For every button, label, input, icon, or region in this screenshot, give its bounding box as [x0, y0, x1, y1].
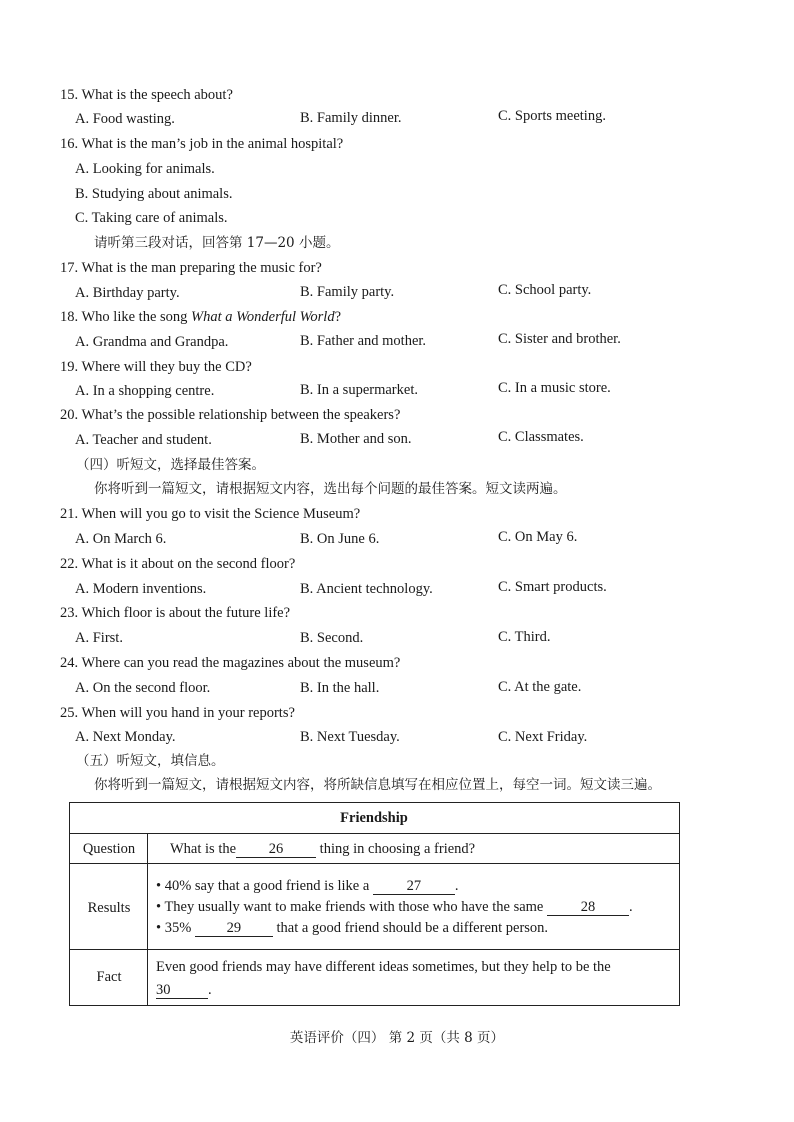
question-21-stem: 21. When will you go to visit the Science Museum?	[60, 506, 361, 522]
question-24-option-b: B. In the hall.	[300, 680, 380, 696]
results-line-3-pre: • 35%	[156, 920, 192, 936]
question-22-option-a: A. Modern inventions.	[75, 581, 207, 597]
blank-27[interactable]: 27	[373, 878, 455, 895]
question-15-option-c: C. Sports meeting.	[498, 108, 606, 124]
question-row-label: Question	[82, 841, 136, 857]
blank-30[interactable]: 30	[156, 982, 208, 999]
results-line-2-post: .	[628, 899, 633, 915]
question-23-option-a: A. First.	[75, 630, 123, 646]
question-15-stem: 15. What is the speech about?	[60, 87, 233, 103]
question-row-post: thing in choosing a friend?	[319, 841, 476, 857]
question-22-stem: 22. What is it about on the second floor?	[60, 556, 296, 572]
question-23-option-c: C. Third.	[498, 629, 551, 645]
question-24-stem: 24. Where can you read the magazines about the museum?	[60, 655, 401, 671]
question-16-option-b: B. Studying about animals.	[75, 186, 233, 202]
fact-line-2-post: .	[208, 982, 212, 998]
question-20-option-b: B. Mother and son.	[300, 431, 412, 447]
results-line-1-pre: • 40% say that a good friend is like a	[156, 878, 370, 894]
question-19-stem: 19. Where will they buy the CD?	[60, 359, 252, 375]
question-19-option-c: C. In a music store.	[498, 380, 611, 396]
question-16-stem: 16. What is the man’s job in the animal hospital?	[60, 136, 344, 152]
question-15-option-a: A. Food wasting.	[75, 111, 175, 127]
question-18-option-b: B. Father and mother.	[300, 333, 427, 349]
question-21-option-c: C. On May 6.	[498, 529, 578, 545]
friendship-table	[69, 802, 680, 1006]
question-17-option-c: C. School party.	[498, 282, 592, 298]
question-25-option-c: C. Next Friday.	[498, 729, 588, 745]
fact-line-2	[156, 981, 212, 999]
dialog3-instruction: 请听第三段对话，回答第 17—20 小题。	[94, 235, 340, 251]
question-row-pre: What is the	[170, 841, 237, 857]
table-rule	[70, 863, 679, 864]
page-footer: 英语评价（四） 第 2 页（共 8 页）	[289, 1030, 505, 1046]
question-21-option-b: B. On June 6.	[300, 531, 380, 547]
question-22-option-c: C. Smart products.	[498, 579, 607, 595]
table-rule	[70, 833, 679, 834]
question-19-option-a: A. In a shopping centre.	[75, 383, 215, 399]
section-4-instruction: 你将听到一篇短文，请根据短文内容，选出每个问题的最佳答案。短文读两遍。	[94, 481, 567, 497]
question-17-option-b: B. Family party.	[300, 284, 395, 300]
question-17-stem: 17. What is the man preparing the music for?	[60, 260, 322, 276]
question-18-stem-pre: 18. Who like the song	[60, 309, 192, 325]
question-24-option-a: A. On the second floor.	[75, 680, 211, 696]
question-20-option-c: C. Classmates.	[498, 429, 584, 445]
question-18-stem	[60, 308, 341, 326]
question-19-option-b: B. In a supermarket.	[300, 382, 418, 398]
song-title: What a Wonderful World	[191, 309, 335, 325]
question-24-option-c: C. At the gate.	[498, 679, 582, 695]
fact-row-label: Fact	[96, 969, 122, 985]
table-title: Friendship	[340, 810, 408, 826]
results-line-1-post: .	[454, 878, 459, 894]
question-17-option-a: A. Birthday party.	[75, 285, 180, 301]
question-18-option-c: C. Sister and brother.	[498, 331, 621, 347]
blank-28[interactable]: 28	[547, 899, 629, 916]
results-line-2	[156, 898, 633, 916]
section-4-title: （四）听短文，选择最佳答案。	[76, 457, 265, 473]
question-15-option-b: B. Family dinner.	[300, 110, 402, 126]
results-line-2-pre: • They usually want to make friends with those who have the same	[156, 899, 544, 915]
question-25-stem: 25. When will you hand in your reports?	[60, 705, 295, 721]
question-23-option-b: B. Second.	[300, 630, 364, 646]
question-16-option-c: C. Taking care of animals.	[75, 210, 228, 226]
table-rule	[70, 949, 679, 950]
results-line-1	[156, 877, 459, 895]
question-18-stem-post: ?	[334, 309, 342, 325]
question-row-content	[170, 840, 475, 858]
blank-26[interactable]: 26	[236, 841, 316, 858]
question-25-option-a: A. Next Monday.	[75, 729, 176, 745]
fact-line-1: Even good friends may have different ideas sometimes, but they help to be the	[156, 959, 611, 975]
question-22-option-b: B. Ancient technology.	[300, 581, 433, 597]
section-5-title: （五）听短文，填信息。	[76, 753, 225, 769]
question-20-stem: 20. What’s the possible relationship between the speakers?	[60, 407, 401, 423]
results-line-3-post: that a good friend should be a different person.	[276, 920, 549, 936]
question-18-option-a: A. Grandma and Grandpa.	[75, 334, 229, 350]
question-25-option-b: B. Next Tuesday.	[300, 729, 400, 745]
question-16-option-a: A. Looking for animals.	[75, 161, 215, 177]
blank-29[interactable]: 29	[195, 920, 273, 937]
section-5-instruction: 你将听到一篇短文，请根据短文内容，将所缺信息填写在相应位置上，每空一词。短文读三遍。	[94, 777, 661, 793]
question-21-option-a: A. On March 6.	[75, 531, 167, 547]
results-line-3	[156, 919, 548, 937]
results-row-label: Results	[87, 900, 131, 916]
question-23-stem: 23. Which floor is about the future life?	[60, 605, 291, 621]
question-20-option-a: A. Teacher and student.	[75, 432, 212, 448]
